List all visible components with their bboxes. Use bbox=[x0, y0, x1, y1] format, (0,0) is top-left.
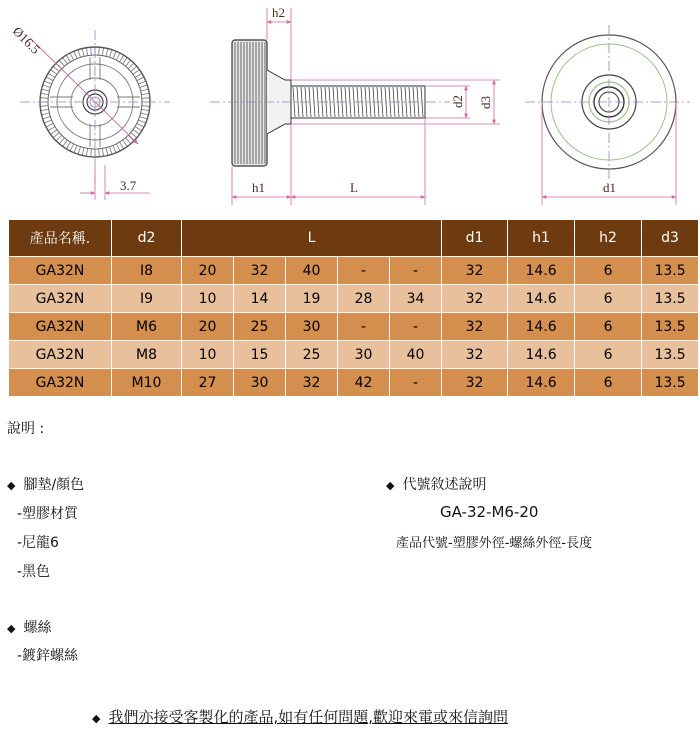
table-cell: I9 bbox=[112, 285, 182, 313]
table-row bbox=[9, 341, 699, 369]
table-cell: 30 bbox=[286, 313, 338, 341]
table-cell: 40 bbox=[390, 341, 442, 369]
section-screw-title bbox=[7, 617, 51, 637]
table-cell: 32 bbox=[234, 257, 286, 285]
table-cell: - bbox=[390, 257, 442, 285]
code-section-title bbox=[386, 474, 486, 494]
header-h2: h2 bbox=[575, 220, 642, 257]
table-cell: M8 bbox=[112, 341, 182, 369]
front-view bbox=[10, 24, 170, 200]
table-cell: - bbox=[338, 257, 390, 285]
table-cell: - bbox=[338, 313, 390, 341]
table-cell: 25 bbox=[286, 341, 338, 369]
dim-3-7-label: 3.7 bbox=[120, 178, 137, 193]
d1-label: d1 bbox=[603, 180, 616, 195]
footer-text: 我們亦接受客製化的產品,如有任何問題,歡迎來電或來信詢問 bbox=[108, 708, 509, 726]
bullet-diamond-icon: ◆ bbox=[7, 479, 16, 492]
table-cell: 32 bbox=[442, 313, 508, 341]
table-cell: M6 bbox=[112, 313, 182, 341]
header-d1: d1 bbox=[442, 220, 508, 257]
code-example: GA-32-M6-20 bbox=[440, 503, 539, 521]
table-cell: 19 bbox=[286, 285, 338, 313]
table-cell: 6 bbox=[575, 369, 642, 397]
table-cell: 28 bbox=[338, 285, 390, 313]
table-cell: 13.5 bbox=[642, 341, 699, 369]
table-cell: GA32N bbox=[9, 257, 112, 285]
table-cell: 32 bbox=[286, 369, 338, 397]
table-cell: GA32N bbox=[9, 341, 112, 369]
table-cell: 27 bbox=[182, 369, 234, 397]
bullet-diamond-icon: ◆ bbox=[386, 479, 395, 492]
table-cell: - bbox=[390, 313, 442, 341]
table-cell: 10 bbox=[182, 285, 234, 313]
bullet-diamond-icon: ◆ bbox=[7, 622, 16, 635]
diameter-label: Ø16.5 bbox=[9, 23, 44, 57]
table-cell: 14.6 bbox=[508, 369, 575, 397]
table-cell: 15 bbox=[234, 341, 286, 369]
table-row bbox=[9, 313, 699, 341]
list-item: -黑色 bbox=[17, 564, 51, 580]
table-cell: - bbox=[390, 369, 442, 397]
table-cell: 32 bbox=[442, 257, 508, 285]
table-cell: 6 bbox=[575, 341, 642, 369]
list-item: -尼龍6 bbox=[17, 535, 59, 551]
d2-label: d2 bbox=[450, 95, 465, 108]
table-cell: 32 bbox=[442, 341, 508, 369]
table-cell: GA32N bbox=[9, 369, 112, 397]
table-cell: 14.6 bbox=[508, 341, 575, 369]
table-cell: 14.6 bbox=[508, 285, 575, 313]
h2-label: h2 bbox=[272, 5, 285, 20]
table-cell: 20 bbox=[182, 313, 234, 341]
table-cell: 14 bbox=[234, 285, 286, 313]
table-cell: 13.5 bbox=[642, 369, 699, 397]
table-cell: 10 bbox=[182, 341, 234, 369]
d3-label: d3 bbox=[478, 96, 493, 109]
section-color-title-text: 腳墊/顏色 bbox=[23, 477, 85, 493]
section-color-title bbox=[7, 474, 84, 494]
table-cell: M10 bbox=[112, 369, 182, 397]
table-cell: 20 bbox=[182, 257, 234, 285]
table-cell: 42 bbox=[338, 369, 390, 397]
bullet-diamond-icon: ◆ bbox=[92, 712, 101, 725]
table-cell: 32 bbox=[442, 285, 508, 313]
code-description: 產品代號-塑膠外徑-螺絲外徑-長度 bbox=[396, 536, 593, 551]
table-cell: 25 bbox=[234, 313, 286, 341]
table-cell: I8 bbox=[112, 257, 182, 285]
table-cell: 6 bbox=[575, 313, 642, 341]
table-cell: 14.6 bbox=[508, 257, 575, 285]
list-item: -鍍鋅螺絲 bbox=[17, 648, 79, 664]
header-product-name: 產品名稱. bbox=[9, 220, 112, 257]
table-cell: 30 bbox=[234, 369, 286, 397]
table-cell: GA32N bbox=[9, 285, 112, 313]
code-section-title-text: 代號敘述說明 bbox=[402, 477, 487, 493]
table-cell: 30 bbox=[338, 341, 390, 369]
table-cell: GA32N bbox=[9, 313, 112, 341]
header-h1: h1 bbox=[508, 220, 575, 257]
table-cell: 13.5 bbox=[642, 285, 699, 313]
footer-notice bbox=[92, 706, 508, 727]
table-row bbox=[9, 285, 699, 313]
table-row bbox=[9, 369, 699, 397]
h1-label: h1 bbox=[252, 180, 265, 195]
header-L: L bbox=[182, 220, 442, 257]
table-cell: 32 bbox=[442, 369, 508, 397]
table-cell: 14.6 bbox=[508, 313, 575, 341]
section-screw-title-text: 螺絲 bbox=[23, 620, 52, 636]
table-cell: 13.5 bbox=[642, 313, 699, 341]
side-view bbox=[210, 5, 500, 205]
notes-heading: 說明 : bbox=[7, 421, 45, 437]
header-d2: d2 bbox=[112, 220, 182, 257]
technical-drawing bbox=[0, 0, 700, 215]
table-cell: 6 bbox=[575, 257, 642, 285]
table-cell: 40 bbox=[286, 257, 338, 285]
header-d3: d3 bbox=[642, 220, 699, 257]
back-view bbox=[525, 25, 690, 205]
L-label: L bbox=[350, 180, 358, 195]
table-cell: 13.5 bbox=[642, 257, 699, 285]
spec-table bbox=[8, 219, 699, 397]
list-item: -塑膠材質 bbox=[17, 506, 79, 522]
table-cell: 6 bbox=[575, 285, 642, 313]
table-cell: 34 bbox=[390, 285, 442, 313]
table-row bbox=[9, 257, 699, 285]
table-header-row bbox=[9, 220, 699, 257]
